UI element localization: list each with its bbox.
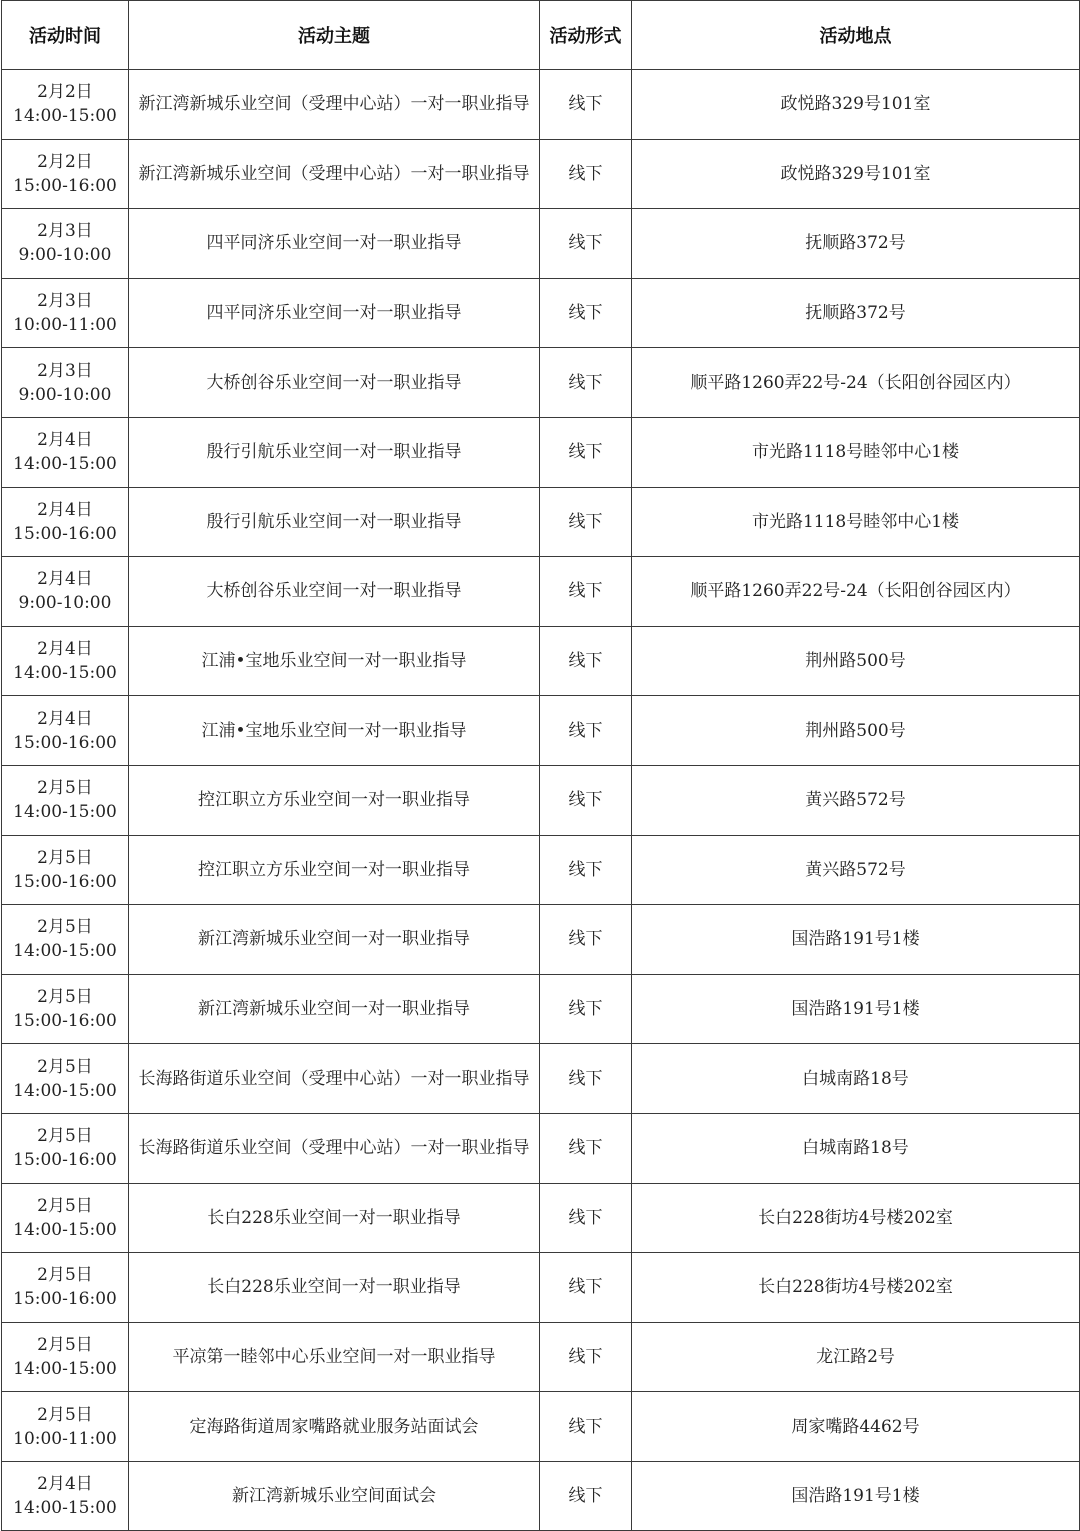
cell-topic <box>129 974 540 1044</box>
cell-time: 14:00-15:00 <box>13 663 117 684</box>
cell-datetime <box>2 905 129 975</box>
cell-format: 线下 <box>540 139 632 209</box>
cell-time: 14:00-15:00 <box>13 802 117 823</box>
cell-format: 线下 <box>540 765 632 835</box>
table-row <box>2 1461 1080 1531</box>
topic-text: 长白228乐业空间一对一职业指导 <box>207 1277 461 1298</box>
cell-format: 线下 <box>540 417 632 487</box>
cell-time: 15:00-16:00 <box>13 1011 117 1032</box>
cell-datetime <box>2 278 129 348</box>
cell-topic <box>129 1461 540 1531</box>
cell-datetime <box>2 1322 129 1392</box>
table-row <box>2 1044 1080 1114</box>
table-row <box>2 209 1080 279</box>
cell-topic <box>129 1253 540 1323</box>
cell-datetime <box>2 417 129 487</box>
table-row <box>2 417 1080 487</box>
cell-topic <box>129 278 540 348</box>
cell-time: 15:00-16:00 <box>13 1150 117 1171</box>
table-row <box>2 487 1080 557</box>
cell-datetime <box>2 626 129 696</box>
cell-time: 14:00-15:00 <box>13 106 117 127</box>
table-row <box>2 139 1080 209</box>
cell-datetime <box>2 487 129 557</box>
topic-text: 江浦•宝地乐业空间一对一职业指导 <box>201 651 467 672</box>
cell-topic <box>129 417 540 487</box>
cell-format: 线下 <box>540 835 632 905</box>
cell-date: 2月5日 <box>37 1195 93 1216</box>
topic-text: 新江湾新城乐业空间（受理中心站）一对一职业指导 <box>138 94 530 115</box>
table-row <box>2 1322 1080 1392</box>
cell-date: 2月5日 <box>37 1334 93 1355</box>
cell-format: 线下 <box>540 1461 632 1531</box>
cell-topic <box>129 487 540 557</box>
cell-location: 抚顺路372号 <box>632 278 1080 348</box>
cell-format: 线下 <box>540 1322 632 1392</box>
cell-location: 国浩路191号1楼 <box>632 1461 1080 1531</box>
cell-date: 2月3日 <box>37 291 93 312</box>
cell-time: 15:00-16:00 <box>13 523 117 544</box>
cell-format: 线下 <box>540 1183 632 1253</box>
cell-location: 市光路1118号睦邻中心1楼 <box>632 417 1080 487</box>
topic-text: 新江湾新城乐业空间一对一职业指导 <box>198 999 470 1020</box>
cell-time: 9:00-10:00 <box>18 593 112 614</box>
topic-text: 定海路街道周家嘴路就业服务站面试会 <box>189 1416 479 1437</box>
table-row <box>2 1183 1080 1253</box>
cell-topic <box>129 139 540 209</box>
cell-format: 线下 <box>540 626 632 696</box>
cell-format: 线下 <box>540 696 632 766</box>
cell-datetime <box>2 1461 129 1531</box>
cell-datetime <box>2 1253 129 1323</box>
cell-date: 2月5日 <box>37 917 93 938</box>
table-row <box>2 626 1080 696</box>
cell-format: 线下 <box>540 1392 632 1462</box>
cell-datetime <box>2 1183 129 1253</box>
cell-time: 15:00-16:00 <box>13 1289 117 1310</box>
cell-time: 15:00-16:00 <box>13 732 117 753</box>
cell-datetime <box>2 557 129 627</box>
cell-time: 14:00-15:00 <box>13 1080 117 1101</box>
cell-location: 抚顺路372号 <box>632 209 1080 279</box>
cell-date: 2月5日 <box>37 1126 93 1147</box>
cell-datetime <box>2 1392 129 1462</box>
cell-date: 2月4日 <box>37 569 93 590</box>
table-header <box>2 1 1080 70</box>
cell-datetime <box>2 974 129 1044</box>
cell-location: 龙江路2号 <box>632 1322 1080 1392</box>
topic-text: 新江湾新城乐业空间一对一职业指导 <box>198 929 470 950</box>
cell-format: 线下 <box>540 209 632 279</box>
cell-date: 2月4日 <box>37 708 93 729</box>
cell-location: 黄兴路572号 <box>632 765 1080 835</box>
cell-location: 周家嘴路4462号 <box>632 1392 1080 1462</box>
cell-topic <box>129 1044 540 1114</box>
cell-location: 市光路1118号睦邻中心1楼 <box>632 487 1080 557</box>
cell-topic <box>129 70 540 140</box>
cell-datetime <box>2 696 129 766</box>
cell-datetime <box>2 348 129 418</box>
cell-time: 14:00-15:00 <box>13 1498 117 1519</box>
cell-topic <box>129 1322 540 1392</box>
table-row <box>2 348 1080 418</box>
header-row <box>2 1 1080 70</box>
topic-text: 新江湾新城乐业空间（受理中心站）一对一职业指导 <box>138 163 530 184</box>
cell-time: 15:00-16:00 <box>13 175 117 196</box>
cell-datetime <box>2 139 129 209</box>
table-row <box>2 974 1080 1044</box>
cell-location: 国浩路191号1楼 <box>632 905 1080 975</box>
cell-topic <box>129 557 540 627</box>
cell-date: 2月4日 <box>37 430 93 451</box>
table-row <box>2 835 1080 905</box>
topic-text: 大桥创谷乐业空间一对一职业指导 <box>206 372 462 393</box>
cell-location: 白城南路18号 <box>632 1044 1080 1114</box>
cell-topic <box>129 626 540 696</box>
cell-format: 线下 <box>540 974 632 1044</box>
cell-datetime <box>2 765 129 835</box>
activity-schedule-table <box>1 0 1080 1531</box>
cell-time: 15:00-16:00 <box>13 871 117 892</box>
cell-time: 9:00-10:00 <box>18 245 112 266</box>
cell-time: 9:00-10:00 <box>18 384 112 405</box>
topic-text: 殷行引航乐业空间一对一职业指导 <box>206 511 462 532</box>
cell-topic <box>129 905 540 975</box>
cell-location: 黄兴路572号 <box>632 835 1080 905</box>
topic-text: 江浦•宝地乐业空间一对一职业指导 <box>201 720 467 741</box>
cell-location: 国浩路191号1楼 <box>632 974 1080 1044</box>
cell-topic <box>129 835 540 905</box>
cell-time: 10:00-11:00 <box>13 1428 117 1449</box>
cell-location: 顺平路1260弄22号-24（长阳创谷园区内） <box>632 348 1080 418</box>
header-format: 活动形式 <box>540 1 632 70</box>
topic-text: 新江湾新城乐业空间面试会 <box>232 1486 436 1507</box>
topic-text: 控江职立方乐业空间一对一职业指导 <box>198 790 470 811</box>
cell-format: 线下 <box>540 487 632 557</box>
topic-text: 长白228乐业空间一对一职业指导 <box>207 1207 461 1228</box>
cell-format: 线下 <box>540 1044 632 1114</box>
cell-format: 线下 <box>540 1253 632 1323</box>
topic-text: 长海路街道乐业空间（受理中心站）一对一职业指导 <box>138 1138 530 1159</box>
table-row <box>2 1392 1080 1462</box>
table-body <box>2 70 1080 1531</box>
topic-text: 四平同济乐业空间一对一职业指导 <box>206 233 462 254</box>
cell-datetime <box>2 1044 129 1114</box>
table-row <box>2 70 1080 140</box>
cell-format: 线下 <box>540 1113 632 1183</box>
cell-topic <box>129 1392 540 1462</box>
cell-format: 线下 <box>540 905 632 975</box>
topic-text: 平凉第一睦邻中心乐业空间一对一职业指导 <box>172 1346 496 1367</box>
cell-datetime <box>2 835 129 905</box>
cell-topic <box>129 348 540 418</box>
cell-location: 长白228街坊4号楼202室 <box>632 1253 1080 1323</box>
table-row <box>2 905 1080 975</box>
cell-date: 2月2日 <box>37 151 93 172</box>
cell-time: 14:00-15:00 <box>13 1358 117 1379</box>
header-time: 活动时间 <box>2 1 129 70</box>
table-row <box>2 278 1080 348</box>
cell-topic <box>129 1183 540 1253</box>
topic-text: 控江职立方乐业空间一对一职业指导 <box>198 859 470 880</box>
cell-location: 荆州路500号 <box>632 626 1080 696</box>
table-row <box>2 1253 1080 1323</box>
table-row <box>2 765 1080 835</box>
cell-format: 线下 <box>540 70 632 140</box>
cell-date: 2月4日 <box>37 639 93 660</box>
cell-topic <box>129 696 540 766</box>
topic-text: 长海路街道乐业空间（受理中心站）一对一职业指导 <box>138 1068 530 1089</box>
cell-location: 政悦路329号101室 <box>632 139 1080 209</box>
cell-location: 顺平路1260弄22号-24（长阳创谷园区内） <box>632 557 1080 627</box>
cell-time: 10:00-11:00 <box>13 315 117 336</box>
cell-datetime <box>2 209 129 279</box>
cell-time: 14:00-15:00 <box>13 1219 117 1240</box>
cell-time: 14:00-15:00 <box>13 941 117 962</box>
cell-datetime <box>2 1113 129 1183</box>
table-row <box>2 696 1080 766</box>
topic-text: 殷行引航乐业空间一对一职业指导 <box>206 442 462 463</box>
cell-time: 14:00-15:00 <box>13 454 117 475</box>
header-topic: 活动主题 <box>129 1 540 70</box>
cell-location: 政悦路329号101室 <box>632 70 1080 140</box>
cell-date: 2月3日 <box>37 360 93 381</box>
cell-date: 2月5日 <box>37 847 93 868</box>
cell-date: 2月5日 <box>37 1265 93 1286</box>
header-location: 活动地点 <box>632 1 1080 70</box>
cell-location: 白城南路18号 <box>632 1113 1080 1183</box>
cell-location: 荆州路500号 <box>632 696 1080 766</box>
cell-format: 线下 <box>540 557 632 627</box>
cell-date: 2月5日 <box>37 987 93 1008</box>
cell-date: 2月5日 <box>37 778 93 799</box>
cell-location: 长白228街坊4号楼202室 <box>632 1183 1080 1253</box>
table-row <box>2 1113 1080 1183</box>
cell-topic <box>129 1113 540 1183</box>
cell-date: 2月5日 <box>37 1056 93 1077</box>
cell-date: 2月5日 <box>37 1404 93 1425</box>
topic-text: 四平同济乐业空间一对一职业指导 <box>206 303 462 324</box>
cell-topic <box>129 765 540 835</box>
cell-date: 2月2日 <box>37 82 93 103</box>
table-row <box>2 557 1080 627</box>
cell-topic <box>129 209 540 279</box>
cell-format: 线下 <box>540 348 632 418</box>
cell-datetime <box>2 70 129 140</box>
cell-date: 2月4日 <box>37 1474 93 1495</box>
cell-date: 2月3日 <box>37 221 93 242</box>
cell-format: 线下 <box>540 278 632 348</box>
cell-date: 2月4日 <box>37 499 93 520</box>
topic-text: 大桥创谷乐业空间一对一职业指导 <box>206 581 462 602</box>
